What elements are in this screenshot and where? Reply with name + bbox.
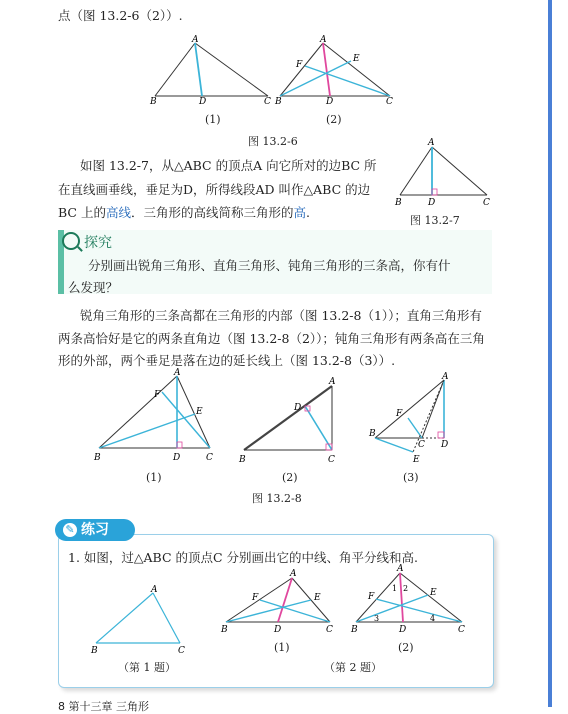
fig-13-2-6-2: [275, 35, 405, 108]
exercise-fig2-1: [220, 570, 340, 640]
svg-text:A: A: [442, 372, 449, 382]
svg-text:A: A: [320, 35, 327, 45]
svg-text:D: D: [173, 453, 181, 463]
svg-text:B: B: [150, 97, 157, 107]
svg-text:C: C: [264, 97, 271, 107]
svg-text:C: C: [418, 440, 425, 450]
exercise-fig2-sub1: (1): [274, 641, 290, 654]
svg-text:B: B: [369, 429, 376, 439]
top-line: 点（图 13.2-6（2））.: [58, 8, 183, 23]
fig-13-2-8-sub2-caption: (2): [282, 471, 298, 484]
svg-text:B: B: [351, 625, 358, 635]
svg-text:B: B: [275, 97, 282, 107]
para1-line3-pre: BC 上的: [58, 205, 106, 220]
svg-text:2: 2: [403, 584, 409, 593]
exercise-fig2-caption: （第 2 题）: [324, 661, 382, 674]
svg-text:C: C: [206, 453, 213, 463]
svg-text:D: D: [274, 625, 282, 635]
svg-text:B: B: [94, 453, 101, 463]
svg-text:C: C: [178, 646, 185, 656]
svg-text:A: A: [428, 138, 435, 148]
svg-text:E: E: [353, 54, 360, 64]
exercise-q1: 1. 如图，过△ABC 的顶点C 分别画出它的中线、角平分线和高.: [68, 550, 419, 565]
svg-text:D: D: [199, 97, 207, 107]
fig-13-2-8-3: [368, 372, 458, 467]
exercise-header: [55, 519, 135, 541]
exercise-fig1-caption: （第 1 题）: [118, 661, 176, 674]
page-edge-rule: [548, 0, 552, 707]
pencil-icon: ✎: [63, 523, 77, 537]
svg-text:E: E: [413, 455, 420, 465]
svg-text:F: F: [396, 409, 403, 419]
svg-text:C: C: [483, 198, 490, 208]
para1-line3-post: .: [306, 205, 310, 220]
explore-title: [62, 232, 112, 252]
svg-text:A: A: [151, 585, 158, 595]
para2-line2: 两条高恰好是它的两条直角边（图 13.2-8（2））；钝角三角形有两条高在三角: [58, 331, 485, 346]
keyword-altitude: 高: [293, 205, 307, 220]
para2-line3: 形的外部，两个垂足是落在边的延长线上（图 13.2-8（3））.: [58, 353, 396, 368]
svg-text:C: C: [326, 625, 333, 635]
svg-text:C: C: [386, 97, 393, 107]
svg-text:E: E: [196, 407, 203, 417]
svg-text:C: C: [328, 455, 335, 465]
para1-line3-mid: ．三角形的高线简称三角形的: [130, 205, 294, 220]
svg-text:B: B: [221, 625, 228, 635]
explore-line1: 分别画出锐角三角形、直角三角形、钝角三角形的三条高，你有什: [88, 258, 451, 273]
para1-line1: 如图 13.2-7，从△ABC 的顶点A 向它所对的边BC 所: [80, 158, 377, 173]
fig-13-2-6-caption: 图 13.2-6: [248, 135, 298, 148]
para1-line2: 在直线画垂线，垂足为D，所得线段AD 叫作△ABC 的边: [58, 182, 371, 197]
fig-13-2-7: [395, 140, 495, 210]
svg-text:B: B: [91, 646, 98, 656]
svg-text:D: D: [399, 625, 407, 635]
svg-text:F: F: [154, 390, 161, 400]
svg-text:F: F: [252, 593, 259, 603]
fig-13-2-6-sub1-caption: (1): [205, 113, 221, 126]
svg-text:B: B: [395, 198, 402, 208]
exercise-fig2-sub2: (2): [398, 641, 414, 654]
svg-text:B: B: [239, 455, 246, 465]
svg-text:D: D: [441, 440, 449, 450]
svg-text:E: E: [430, 588, 437, 598]
svg-text:F: F: [368, 592, 375, 602]
fig-13-2-8-sub1-caption: (1): [146, 471, 162, 484]
exercise-title: 练习: [81, 522, 109, 538]
page-footer: 8 第十三章 三角形: [58, 700, 149, 713]
fig-13-2-8-caption: 图 13.2-8: [252, 492, 302, 505]
explore-line2: 么发现？: [68, 280, 119, 295]
svg-text:D: D: [326, 97, 334, 107]
svg-text:F: F: [296, 60, 303, 70]
svg-text:4: 4: [430, 614, 436, 623]
keyword-altitude-line: 高线: [105, 205, 131, 220]
magnifier-icon: [62, 232, 80, 250]
svg-text:A: A: [329, 377, 336, 387]
svg-text:A: A: [192, 35, 199, 45]
svg-text:A: A: [290, 569, 297, 579]
exercise-fig1: [88, 585, 198, 655]
svg-text:D: D: [428, 198, 436, 208]
para2-line1: 锐角三角形的三条高都在三角形的内部（图 13.2-8（1））；直角三角形有: [80, 308, 482, 323]
fig-13-2-7-caption: 图 13.2-7: [410, 214, 460, 227]
svg-text:C: C: [458, 625, 465, 635]
svg-text:3: 3: [374, 614, 380, 623]
para1-line3: [58, 205, 310, 220]
svg-text:1: 1: [392, 584, 398, 593]
fig-13-2-8-2: [238, 378, 338, 468]
fig-13-2-8-1: [92, 370, 222, 465]
fig-13-2-6-sub2-caption: (2): [326, 113, 342, 126]
svg-text:D: D: [294, 403, 302, 413]
svg-text:A: A: [174, 368, 181, 378]
fig-13-2-6-1: [150, 35, 280, 108]
fig-13-2-8-sub3-caption: (3): [403, 471, 419, 484]
svg-text:E: E: [314, 593, 321, 603]
explore-title-text: 探究: [84, 235, 112, 251]
exercise-fig2-2: [350, 565, 470, 640]
svg-text:A: A: [397, 564, 404, 574]
